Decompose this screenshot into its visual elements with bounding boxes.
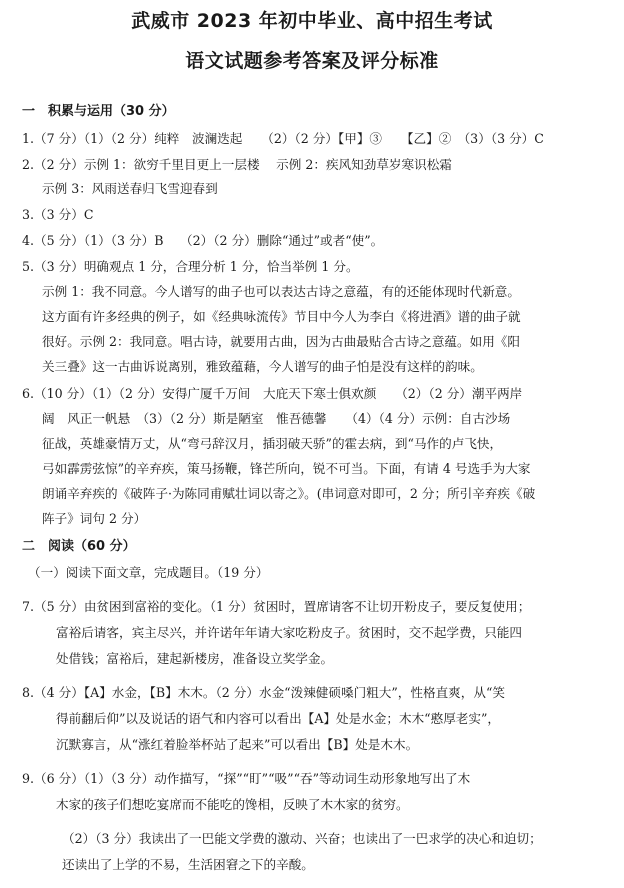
q7-line-3: 处借钱；富裕后，建起新楼房，准备设立奖学金。 bbox=[56, 651, 334, 666]
title-line-2: 语文试题参考答案及评分标准 bbox=[185, 50, 439, 72]
q6-line-4: 弓如霹雳弦惊”的辛弃疾，策马扬鞭，锋芒所向，锐不可当。下面，有请 4 号选手为大家 bbox=[42, 461, 531, 476]
q7-line-2: 富裕后请客，宾主尽兴，并许诺年年请大家吃粉皮子。贫困时，交不起学费，只能四 bbox=[56, 625, 522, 640]
q1-line: 1.（7 分）（1）（2 分）纯粹 波澜迭起 （2）（2 分）【甲】③ 【乙】② （3）（3 分）C bbox=[22, 131, 544, 146]
q6-line-2: 阔 风正一帆悬 （3）（2 分）斯是陋室 惟吾德馨 （4）（4 分）示例：自古沙场 bbox=[42, 411, 511, 426]
q9-line-4: 还读出了上学的不易，生活困窘之下的辛酸。 bbox=[62, 857, 314, 872]
q8-line-1: 8.（4 分）【A】水金，【B】木木。（2 分）水金“泼辣健硕嗓门粗大”，性格直爽，从“笑 bbox=[22, 685, 505, 700]
q8-line-3: 沉默寡言，从“涨红着脸举杯站了起来”可以看出【B】处是木木。 bbox=[56, 737, 419, 752]
q3-line: 3.（3 分）C bbox=[22, 207, 94, 222]
q8-line-2: 得前翻后仰”以及说话的语气和内容可以看出【A】处是水金；木木“憨厚老实”， bbox=[56, 711, 501, 726]
section-1-heading: 一 积累与运用（30 分） bbox=[22, 104, 175, 119]
q5-line-5: 关三叠》这一古曲诉说离别，雅致蕴藉，今人谱写的曲子怕是没有这样的韵味。 bbox=[42, 359, 483, 374]
section-2-heading: 二 阅读（60 分） bbox=[22, 539, 136, 554]
q5-line-1: 5.（3 分）明确观点 1 分，合理分析 1 分，恰当举例 1 分。 bbox=[22, 259, 359, 274]
q2-line-1: 2.（2 分）示例 1：欲穷千里目更上一层楼 示例 2：疾风知劲草岁寒识松霜 bbox=[22, 157, 452, 172]
q5-line-2: 示例 1：我不同意。今人谱写的曲子也可以表达古诗之意蕴，有的还能体现时代新意。 bbox=[42, 284, 520, 299]
q9-line-1: 9.（6 分）（1）（3 分）动作描写，“探”“盯”“吸”“吞”等动词生动形象地写出了木 bbox=[22, 771, 471, 786]
q6-line-1: 6.（10 分）（1）（2 分）安得广厦千万间 大庇天下寒士俱欢颜 （2）（2 分）潮平两岸 bbox=[22, 386, 523, 401]
q9-line-3: （2）（3 分）我读出了一巴能文学费的激动、兴奋；也读出了一巴求学的决心和迫切； bbox=[62, 831, 542, 846]
q6-line-6: 阵子》词句 2 分） bbox=[42, 511, 147, 526]
q7-line-1: 7.（5 分）由贫困到富裕的变化。（1 分）贫困时，置席请客不让切开粉皮子，要反复使用； bbox=[22, 599, 531, 614]
q6-line-3: 征战，英雄豪情万丈，从“弯弓辞汉月，插羽破天骄”的霍去病，到“马作的卢飞快， bbox=[42, 436, 503, 451]
q4-line: 4.（5 分）（1）（3 分）B （2）（2 分）删除“通过”或者“使”。 bbox=[22, 233, 384, 248]
q5-line-3: 这方面有许多经典的例子，如《经典咏流传》节目中今人为李白《将进酒》谱的曲子就 bbox=[42, 309, 521, 324]
q6-line-5: 朗诵辛弃疾的《破阵子·为陈同甫赋壮词以寄之》。(串词意对即可，2 分；所引辛弃疾《破 bbox=[42, 486, 536, 501]
q5-line-4: 很好。示例 2：我同意。唱古诗，就要用古曲，因为古曲最贴合古诗之意蕴。如用《阳 bbox=[42, 334, 520, 349]
q2-line-2: 示例 3：风雨送春归飞雪迎春到 bbox=[42, 181, 218, 196]
title-line-1: 武威市 2023 年初中毕业、高中招生考试 bbox=[131, 10, 493, 32]
section-2-subheading: （一）阅读下面文章，完成题目。（19 分） bbox=[28, 565, 269, 580]
q9-line-2: 木家的孩子们想吃宴席而不能吃的馋相，反映了木木家的贫穷。 bbox=[56, 797, 409, 812]
